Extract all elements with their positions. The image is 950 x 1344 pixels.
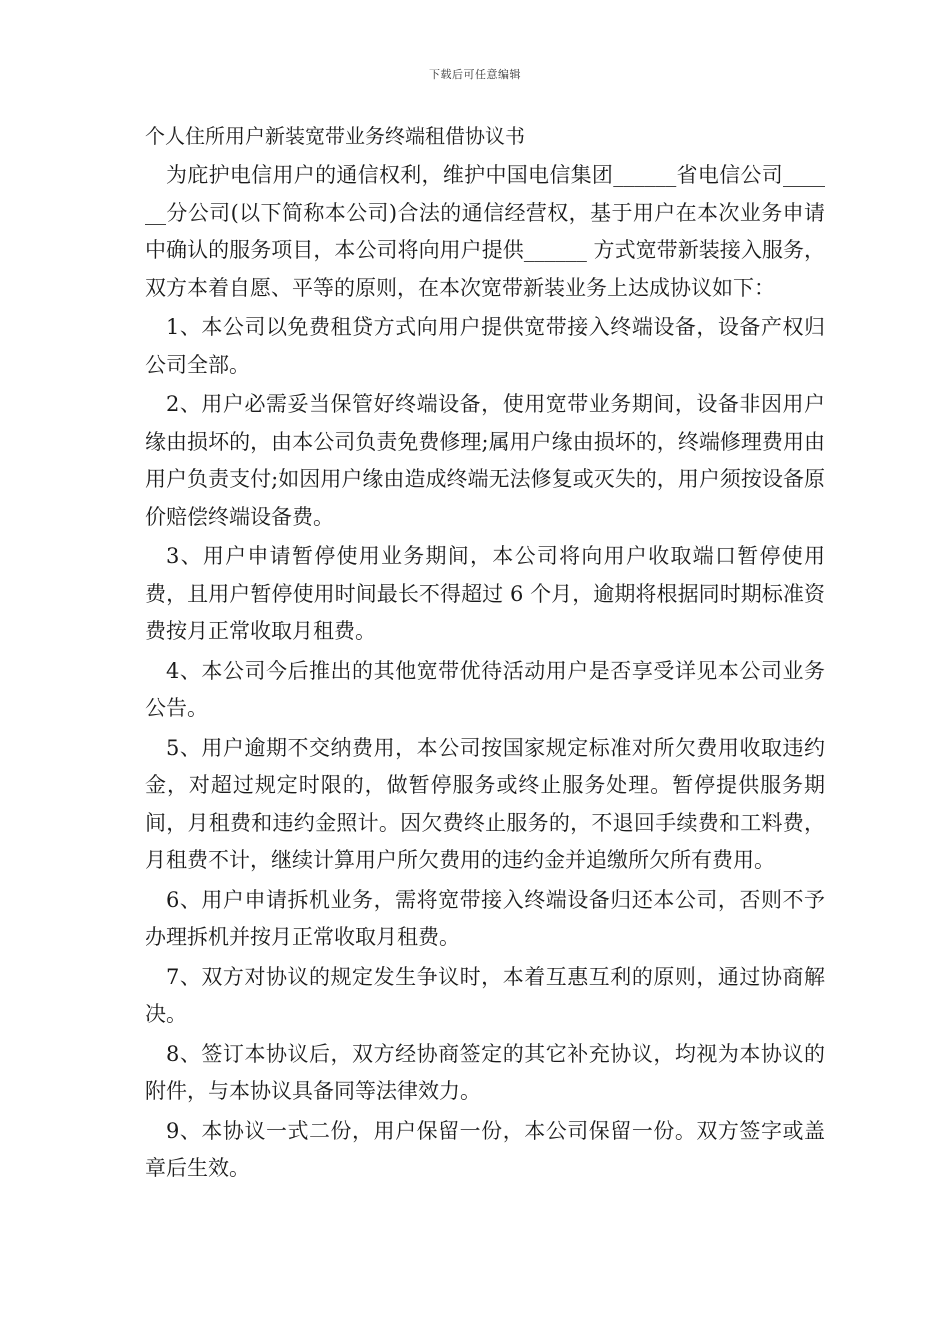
page-header-note: 下载后可任意编辑 (429, 68, 521, 81)
document-title: 个人住所用户新装宽带业务终端租借协议书 (145, 124, 525, 148)
clause-8: 8、签订本协议后，双方经协商签定的其它补充协议，均视为本协议的附件，与本协议具备同等法律效力。 (145, 1041, 825, 1103)
clause-1: 1、本公司以免费租贷方式向用户提供宽带接入终端设备，设备产权归公司全部。 (145, 315, 825, 377)
clause-7: 7、双方对协议的规定发生争议时，本着互惠互利的原则，通过协商解决。 (145, 964, 825, 1026)
clause-3: 3、用户申请暂停使用业务期间，本公司将向用户收取端口暂停使用费，且用户暂停使用时间最长不得超过 6 个月，逾期将根据同时期标准资费按月正常收取月租费。 (145, 544, 825, 643)
clause-4: 4、本公司今后推出的其他宽带优待活动用户是否享受详见本公司业务公告。 (145, 658, 825, 720)
clause-9: 9、本协议一式二份，用户保留一份，本公司保留一份。双方签字或盖章后生效。 (145, 1118, 825, 1180)
intro-paragraph: 为庇护电信用户的通信权利，维护中国电信集团______省电信公司______分公司(以下简称本公司)合法的通信经营权，基于用户在本次业务申请中确认的服务项目，本公司将向用户提供______ 方式宽带新装接入服务，双方本着自愿、平等的原则，在本次宽带新装业务上达成协议如下： (145, 163, 825, 300)
clause-2: 2、用户必需妥当保管好终端设备，使用宽带业务期间，设备非因用户缘由损坏的，由本公司负责免费修理;属用户缘由损坏的，终端修理费用由用户负责支付;如因用户缘由造成终端无法修复或灭失的，用户须按设备原价赔偿终端设备费。 (145, 392, 825, 529)
clause-6: 6、用户申请拆机业务，需将宽带接入终端设备归还本公司，否则不予办理拆机并按月正常收取月租费。 (145, 887, 825, 949)
document-body (145, 118, 825, 1190)
clause-5: 5、用户逾期不交纳费用，本公司按国家规定标准对所欠费用收取违约金，对超过规定时限的，做暂停服务或终止服务处理。暂停提供服务期间，月租费和违约金照计。因欠费终止服务的，不退回手续费和工料费，月租费不计，继续计算用户所欠费用的违约金并追缴所欠所有费用。 (145, 735, 825, 872)
